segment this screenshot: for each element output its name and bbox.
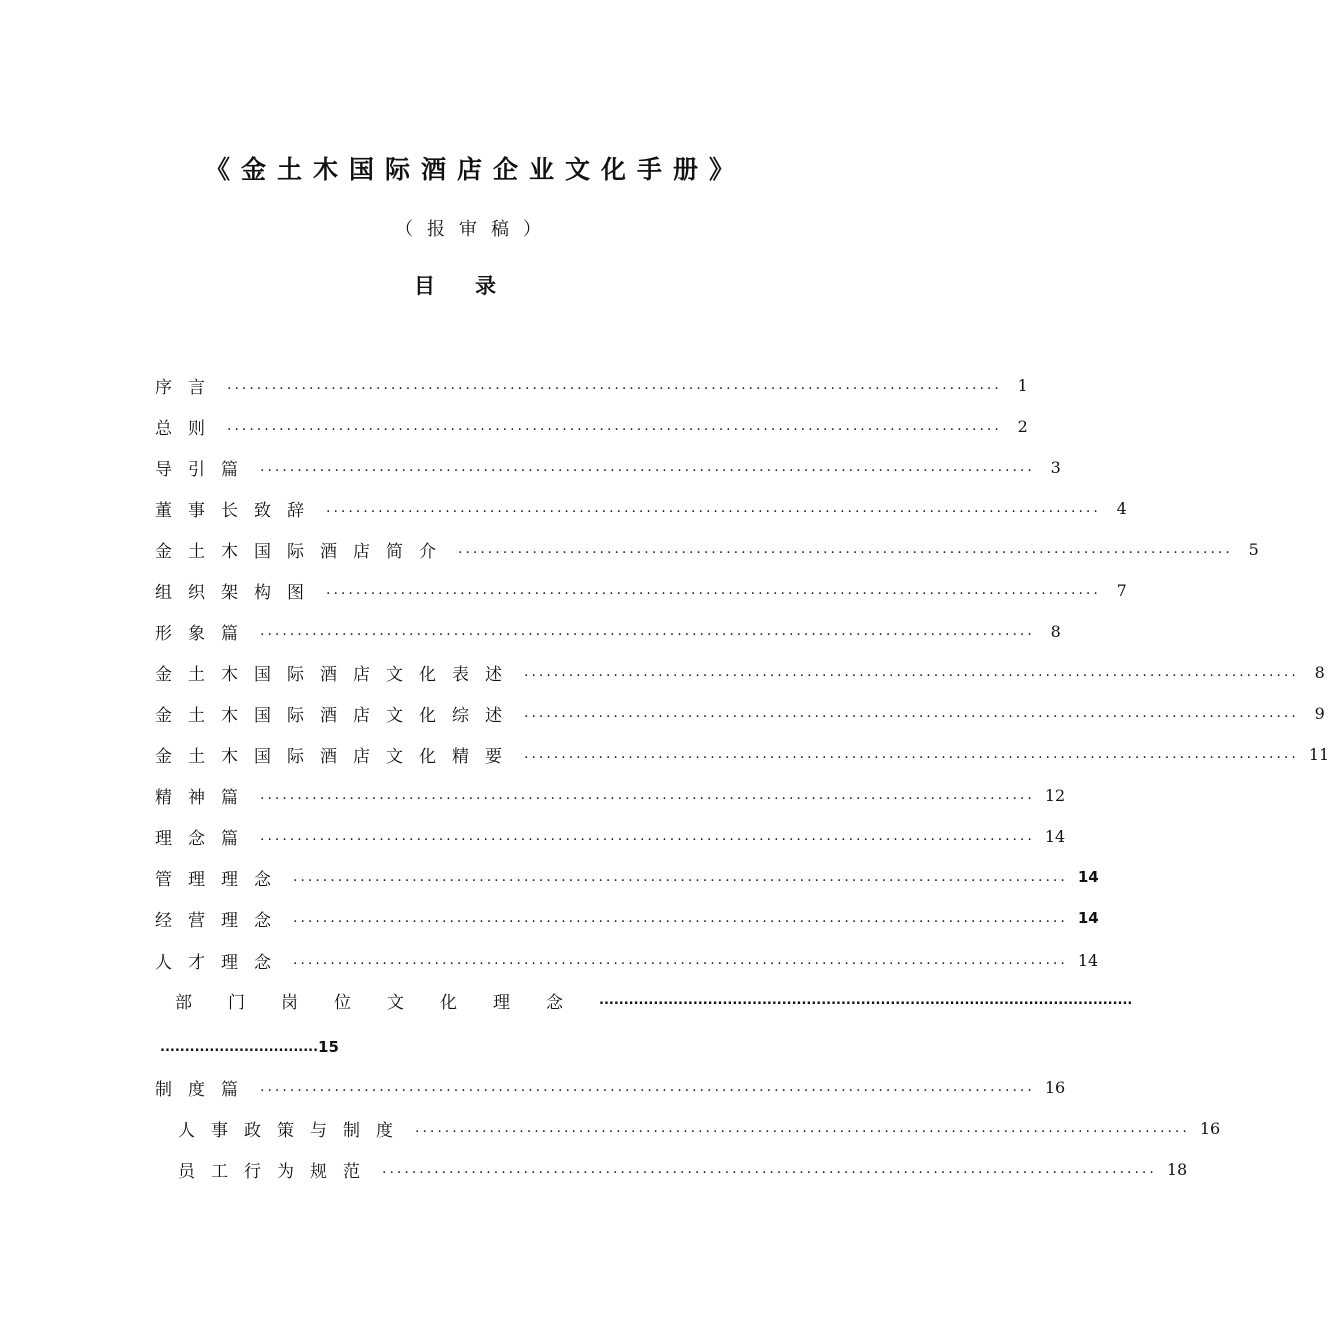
toc-entry[interactable] <box>155 536 1259 562</box>
toc-entry-page: 2 <box>1017 416 1028 436</box>
toc-leader-dots: ........................................................................................................ <box>524 705 1299 721</box>
toc-entry-label: 金土木国际酒店文化表述 <box>155 664 518 685</box>
toc-leader-dots: ........................................................................................................ <box>524 664 1299 680</box>
toc-entry-label: 董事长致辞 <box>155 500 320 521</box>
toc-leader-dots: ........................................................................................................ <box>293 952 1068 968</box>
toc-entry[interactable] <box>178 1115 1221 1141</box>
document-title: 《金土木国际酒店企业文化手册》 <box>204 155 745 184</box>
toc-entry-label: 组织架构图 <box>155 582 320 603</box>
toc-leader-dots: ........................................................................................................ <box>227 377 1002 393</box>
toc-leader-dots: ........................................................................................................ <box>260 1079 1035 1095</box>
toc-entry-page: 14 <box>1044 826 1066 846</box>
toc-entry-label: 导引篇 <box>155 459 254 480</box>
toc-entry[interactable] <box>155 413 1028 439</box>
toc-leader-dots: ........................................................................................................ <box>260 828 1035 844</box>
toc-entry-page: 3 <box>1050 457 1061 477</box>
toc-entry-page: 8 <box>1314 662 1325 682</box>
toc-leader-dots: ........................................................................................................ <box>382 1161 1157 1177</box>
toc-entry[interactable] <box>155 577 1127 603</box>
toc-entry-page: 15 <box>318 1038 339 1056</box>
toc-entry-page: 7 <box>1116 580 1127 600</box>
toc-entry-label: 管理理念 <box>155 869 287 890</box>
toc-entry-label: 经营理念 <box>155 910 287 931</box>
toc-entry-page: 9 <box>1314 703 1325 723</box>
toc-entry[interactable] <box>155 741 1329 767</box>
toc-leader-dots: ........................................................................................................ <box>293 869 1068 885</box>
toc-entry-label: 人事政策与制度 <box>178 1120 409 1141</box>
toc-heading: 目录 <box>414 273 536 298</box>
toc-entry-continuation[interactable] <box>160 1034 339 1060</box>
toc-entry-label: 制度篇 <box>155 1079 254 1100</box>
toc-leader-dots: ........................................................................................................ <box>260 787 1035 803</box>
toc-entry-label: 部门岗位文化理念 <box>175 992 599 1013</box>
toc-leader-dots: ........................................................................................................ <box>227 418 1002 434</box>
toc-entry-label: 理念篇 <box>155 828 254 849</box>
toc-entry[interactable] <box>155 659 1325 685</box>
toc-entry-page: 12 <box>1044 785 1066 805</box>
toc-entry-page: 14 <box>1077 868 1099 886</box>
toc-entry[interactable] <box>155 905 1099 931</box>
toc-entry-page: 14 <box>1077 909 1099 927</box>
toc-entry[interactable] <box>155 618 1061 644</box>
toc-entry-label: 员工行为规范 <box>178 1161 376 1182</box>
toc-leader-dots: ........................................................................................................ <box>524 746 1299 762</box>
toc-entry[interactable] <box>155 782 1066 808</box>
toc-entry-page: 14 <box>1077 950 1099 970</box>
toc-entry-label: 序言 <box>155 377 221 398</box>
toc-entry-label: 人才理念 <box>155 952 287 973</box>
toc-entry[interactable] <box>155 372 1028 398</box>
toc-entry[interactable] <box>155 700 1325 726</box>
toc-entry-label: 总则 <box>155 418 221 439</box>
toc-entry-label: 金土木国际酒店文化综述 <box>155 705 518 726</box>
toc-entry[interactable] <box>155 1074 1066 1100</box>
toc-entry-page: 5 <box>1248 539 1259 559</box>
toc-entry-page: 11 <box>1308 744 1329 764</box>
toc-entry-page: 16 <box>1044 1077 1066 1097</box>
toc-entry[interactable] <box>155 947 1099 973</box>
toc-entry-label: 金土木国际酒店简介 <box>155 541 452 562</box>
toc-entry[interactable] <box>155 454 1061 480</box>
toc-entry[interactable] <box>178 1156 1188 1182</box>
toc-leader-dots: ........................................................................................................ <box>293 910 1068 926</box>
toc-entry-page: 18 <box>1166 1159 1188 1179</box>
document-subtitle: （报审稿） <box>395 219 555 240</box>
toc-entry-label: 金土木国际酒店文化精要 <box>155 746 518 767</box>
toc-entry-page: 8 <box>1050 621 1061 641</box>
toc-entry-label: 精神篇 <box>155 787 254 808</box>
toc-leader-dots: ........................................................................................................ <box>260 623 1035 639</box>
toc-leader-dots: ........................................................................................................ <box>326 500 1101 516</box>
toc-leader-dots: ........................................................................................................ <box>260 459 1035 475</box>
toc-entry[interactable] <box>155 495 1127 521</box>
toc-leader-dots: ........................................................................................................ <box>458 541 1233 557</box>
toc-entry[interactable] <box>155 823 1066 849</box>
toc-entry[interactable] <box>175 986 1133 1014</box>
toc-entry-label: 形象篇 <box>155 623 254 644</box>
toc-entry-page: 4 <box>1116 498 1127 518</box>
toc-entry-page: 16 <box>1199 1118 1221 1138</box>
toc-leader-dots: ........................................................................................................ <box>326 582 1101 598</box>
toc-entry-page: 1 <box>1017 375 1028 395</box>
toc-leader-dots: ............................................................................................................ <box>599 992 1133 1008</box>
toc-leader-dots: ........................................................................................................ <box>415 1120 1190 1136</box>
toc-entry[interactable] <box>155 864 1099 890</box>
toc-leader-dots: ................................ <box>160 1039 319 1055</box>
